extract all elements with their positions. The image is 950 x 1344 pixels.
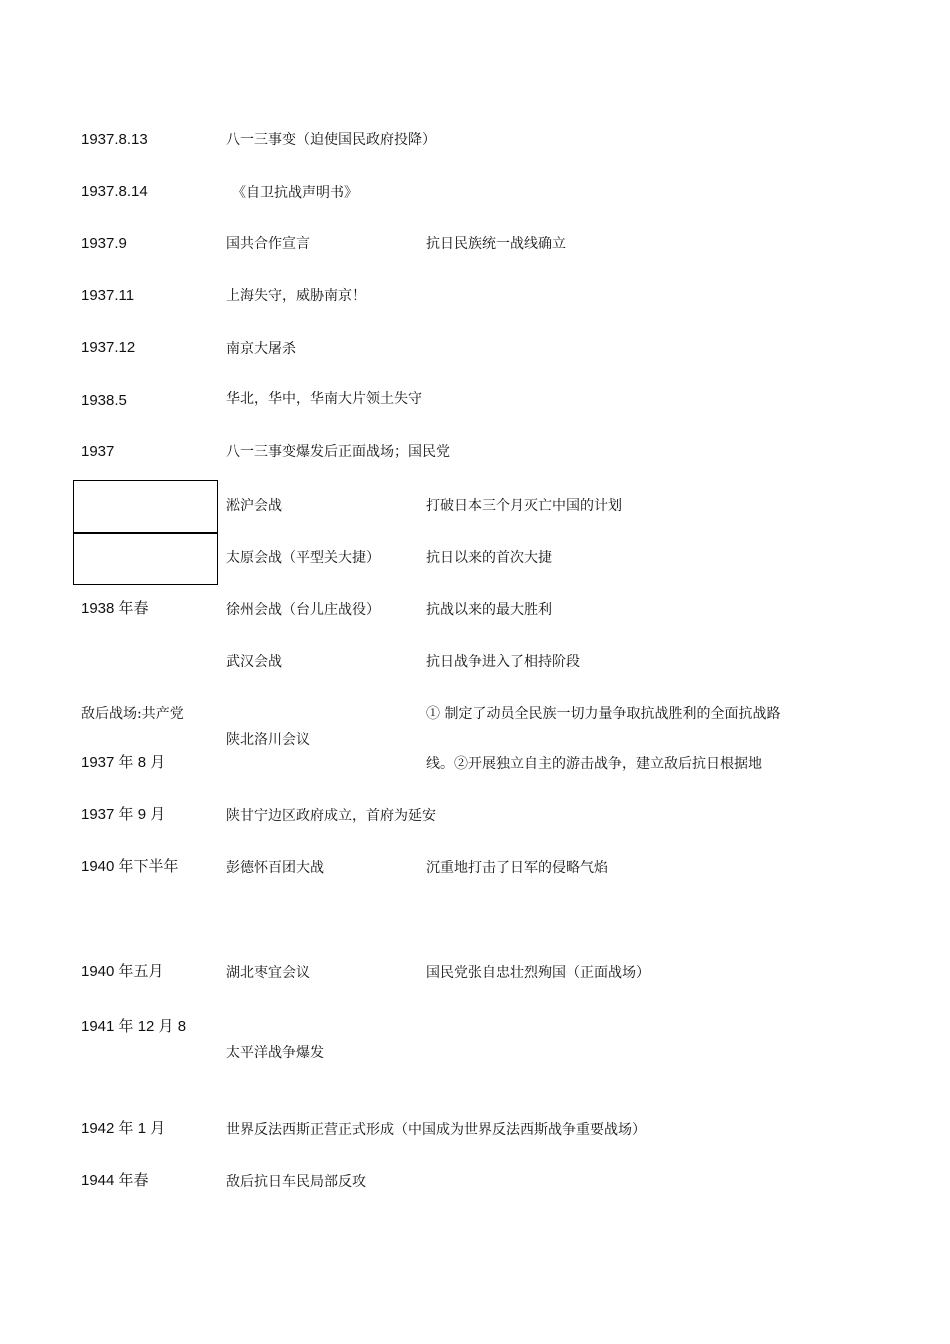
note-cell: 抗日战争进入了相持阶段	[426, 654, 580, 670]
date-cell: 1942 年 1 月	[81, 1120, 166, 1137]
event-cell: 敌后抗日车民局部反攻	[226, 1174, 366, 1190]
event-cell: 南京大屠杀	[226, 341, 296, 357]
event-cell: 徐州会战（台儿庄战役）	[226, 602, 380, 618]
note-cell: 抗日以来的首次大捷	[426, 550, 552, 566]
event-cell: 彭德怀百团大战	[226, 860, 324, 876]
date-cell: 1937.9	[81, 235, 127, 252]
event-cell: 华北，华中，华南大片领土失守	[226, 391, 422, 407]
event-cell: 陕甘宁边区政府成立，首府为延安	[226, 808, 436, 824]
note-cell: 线。②开展独立自主的游击战争，建立敌后抗日根据地	[426, 756, 762, 772]
note-cell: 打破日本三个月灭亡中国的计划	[426, 498, 622, 514]
date-cell: 1938 年春	[81, 600, 149, 617]
date-cell: 1937.11	[81, 287, 135, 304]
date-cell: 1937.8.14	[81, 183, 148, 200]
date-cell: 1938.5	[81, 392, 127, 409]
event-cell: 淞沪会战	[226, 498, 282, 514]
date-cell: 1937 年 8 月	[81, 754, 166, 771]
note-cell: 国民党张自忠壮烈殉国（正面战场）	[426, 965, 650, 981]
event-cell: 湖北枣宜会议	[226, 965, 310, 981]
event-cell: 世界反法西斯正营正式形成（中国成为世界反法西斯战争重要战场）	[226, 1122, 646, 1138]
date-cell: 1937.8.13	[81, 131, 148, 148]
event-cell: 上海失守，威胁南京！	[226, 288, 366, 304]
date-cell: 1941 年 12 月 8	[81, 1018, 187, 1035]
event-cell: 国共合作宣言	[226, 236, 310, 252]
note-cell: 抗日民族统一战线确立	[426, 236, 566, 252]
note-cell: 沉重地打击了日军的侵略气焰	[426, 860, 608, 876]
empty-bordered-cell	[73, 532, 218, 585]
date-cell: 1940 年下半年	[81, 858, 179, 875]
note-cell: 抗战以来的最大胜利	[426, 602, 552, 618]
date-cell: 1937.12	[81, 339, 136, 356]
date-cell: 1944 年春	[81, 1172, 149, 1189]
event-cell: 八一三事变爆发后正面战场；国民党	[226, 444, 450, 460]
event-cell: 太原会战（平型关大捷）	[226, 550, 380, 566]
event-cell: 武汉会战	[226, 654, 282, 670]
date-cell: 1937 年 9 月	[81, 806, 166, 823]
event-cell: 太平洋战争爆发	[226, 1045, 324, 1061]
event-cell: 八一三事变（迫使国民政府投降）	[226, 132, 436, 148]
date-cell: 1937	[81, 443, 115, 460]
section-label: 敌后战场:共产党	[81, 706, 184, 722]
event-cell: 陕北洛川会议	[226, 732, 310, 748]
note-cell: ① 制定了动员全民族一切力量争取抗战胜利的全面抗战路	[426, 706, 781, 722]
empty-bordered-cell	[73, 480, 218, 534]
date-cell: 1940 年五月	[81, 963, 164, 980]
event-cell: 《自卫抗战声明书》	[232, 185, 358, 201]
